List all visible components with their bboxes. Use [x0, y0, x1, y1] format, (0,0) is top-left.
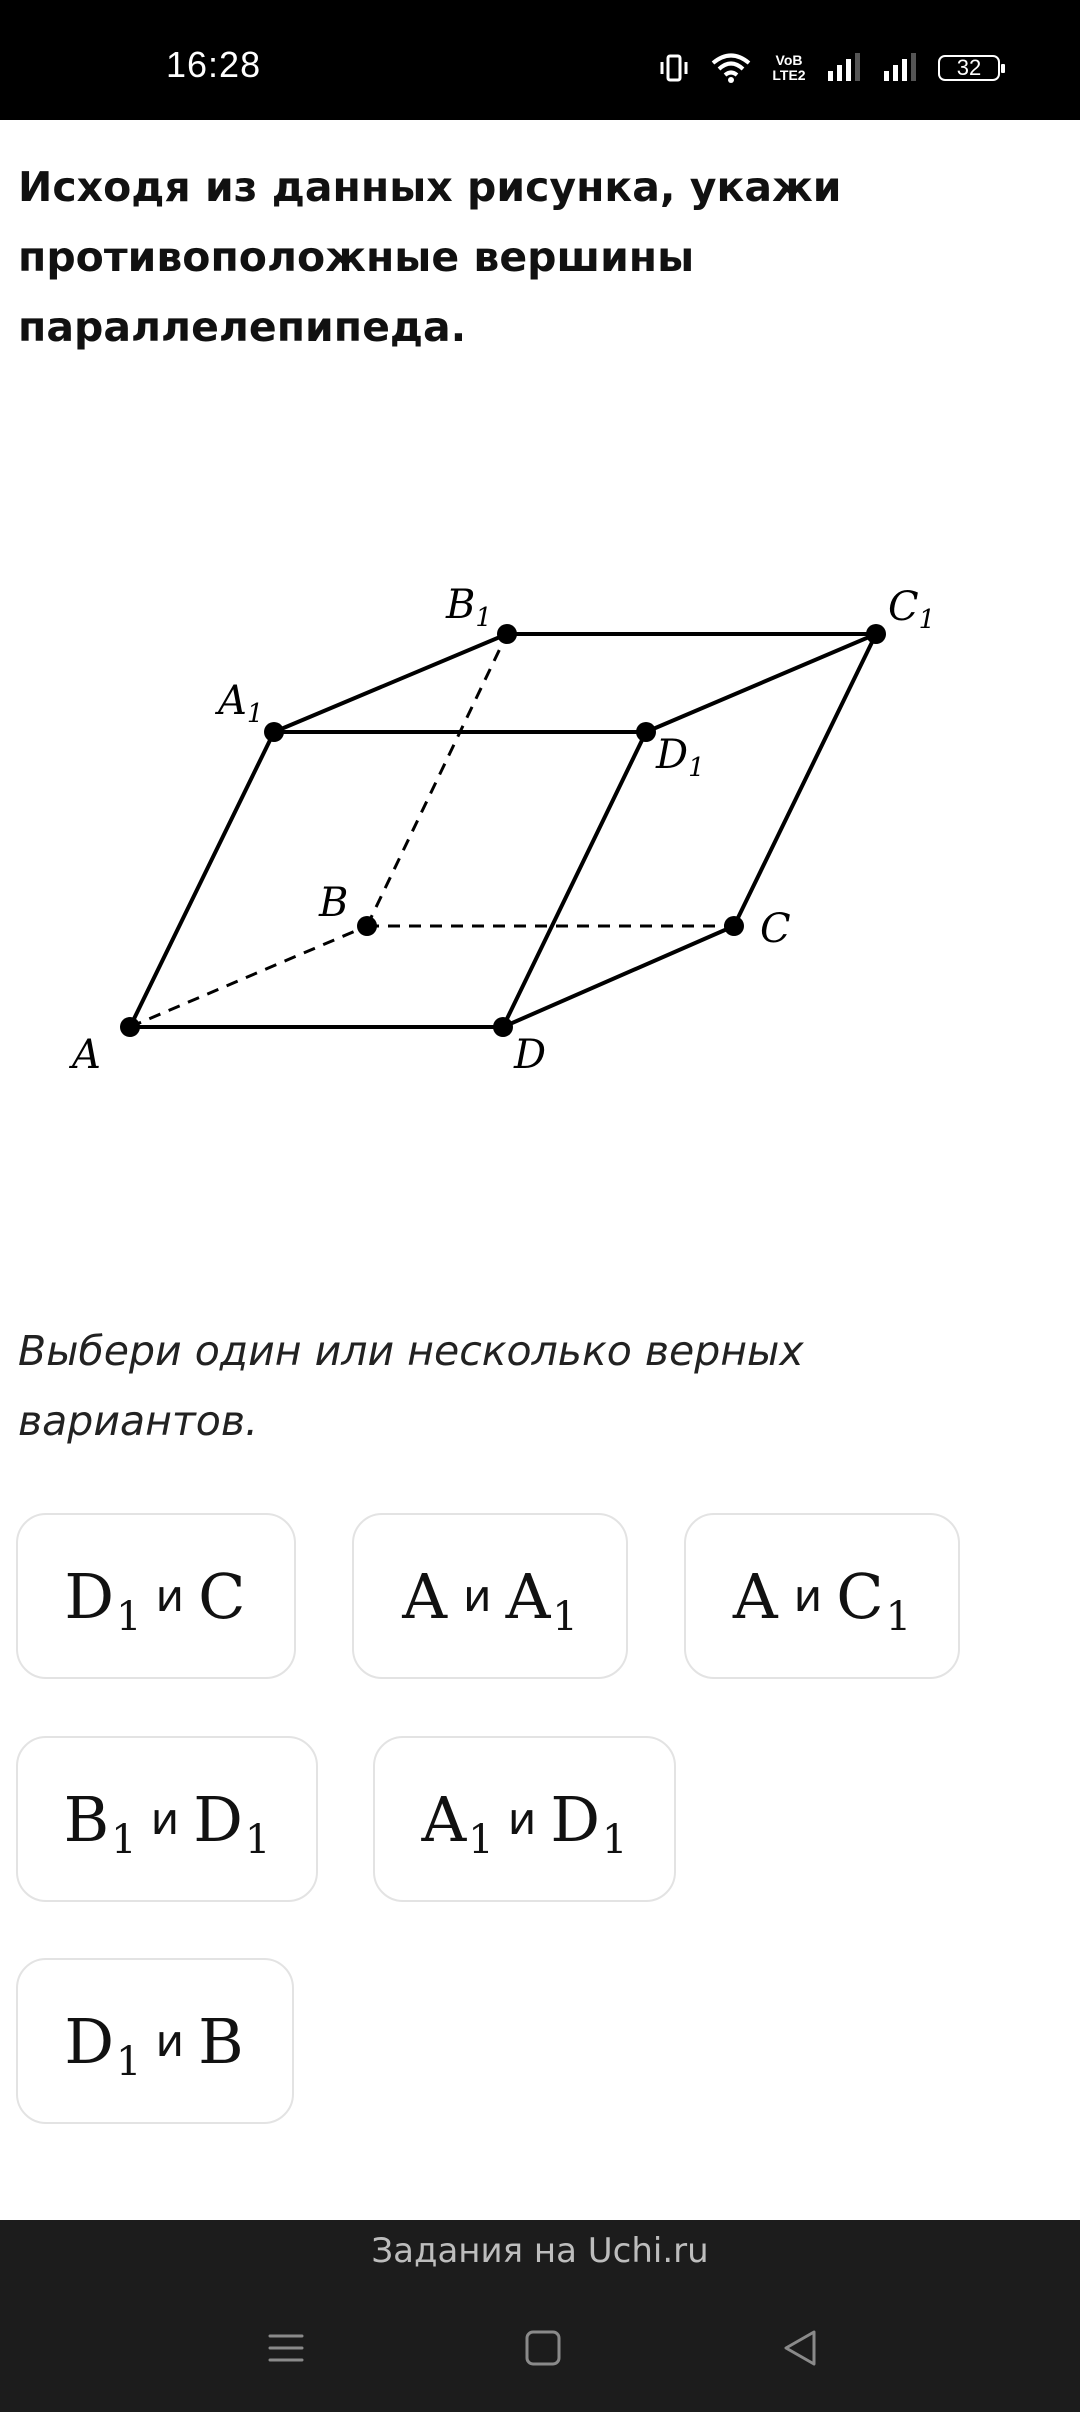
figure-canvas [0, 560, 1080, 1100]
edge-d1-c1 [646, 634, 876, 732]
vertex-a [120, 1017, 140, 1037]
label-a1: $A_1$ [218, 678, 264, 729]
edge-b-b1-hidden [367, 634, 507, 926]
battery-level: 32 [956, 55, 982, 80]
wifi-icon [710, 52, 752, 84]
option-d1-c[interactable]: D 1 и C [16, 1513, 296, 1679]
edge-c-c1 [734, 634, 876, 926]
option-a1-d1[interactable]: A 1 и D 1 [373, 1736, 676, 1902]
source-caption: Задания на Uchi.ru [371, 2231, 709, 2271]
menu-icon [266, 2328, 306, 2368]
edge-a-a1 [130, 732, 274, 1027]
vertex-d1 [636, 722, 656, 742]
vertex-b [357, 916, 377, 936]
label-d: D [514, 1032, 547, 1078]
signal-icon [826, 53, 862, 83]
menu-button[interactable] [256, 2320, 316, 2376]
vertex-a1 [264, 722, 284, 742]
back-button[interactable] [770, 2320, 830, 2376]
vertex-b1 [497, 624, 517, 644]
home-button[interactable] [513, 2320, 573, 2376]
option-d1-b[interactable]: D 1 и B [16, 1958, 294, 2124]
option-a-c1[interactable]: A и C 1 [684, 1513, 960, 1679]
battery-icon [938, 55, 1000, 81]
instruction-text: Выбери один или несколько верных вариантов. [18, 1327, 804, 1445]
label-b: B [319, 880, 349, 926]
volte-icon: VoB LTE2 [772, 52, 806, 83]
signal-icon [882, 53, 918, 83]
back-icon [780, 2328, 820, 2368]
label-c1: $C_1$ [888, 584, 936, 635]
status-icons [658, 48, 1000, 88]
edge-d-c [503, 926, 734, 1027]
edge-d-d1 [503, 732, 646, 1027]
label-a: A [72, 1032, 101, 1078]
edge-a-b-hidden [130, 926, 367, 1027]
option-b1-d1[interactable]: B 1 и D 1 [16, 1736, 318, 1902]
vertex-c [724, 916, 744, 936]
vibrate-icon [658, 52, 690, 84]
status-bar [0, 0, 1080, 120]
vertex-d [493, 1017, 513, 1037]
option-a-a1[interactable]: A и A 1 [352, 1513, 628, 1679]
label-d1: $D_1$ [656, 732, 705, 783]
vertex-c1 [866, 624, 886, 644]
question-text: Исходя из данных рисунка, укажи противоположные вершины параллелепипеда. [18, 163, 842, 351]
home-icon [523, 2328, 563, 2368]
label-c: C [760, 906, 791, 952]
label-b1: $B_1$ [446, 582, 492, 633]
status-time: 16:28 [166, 44, 262, 85]
edge-a1-b1 [274, 634, 507, 732]
parallelepiped-figure [0, 560, 1080, 1100]
